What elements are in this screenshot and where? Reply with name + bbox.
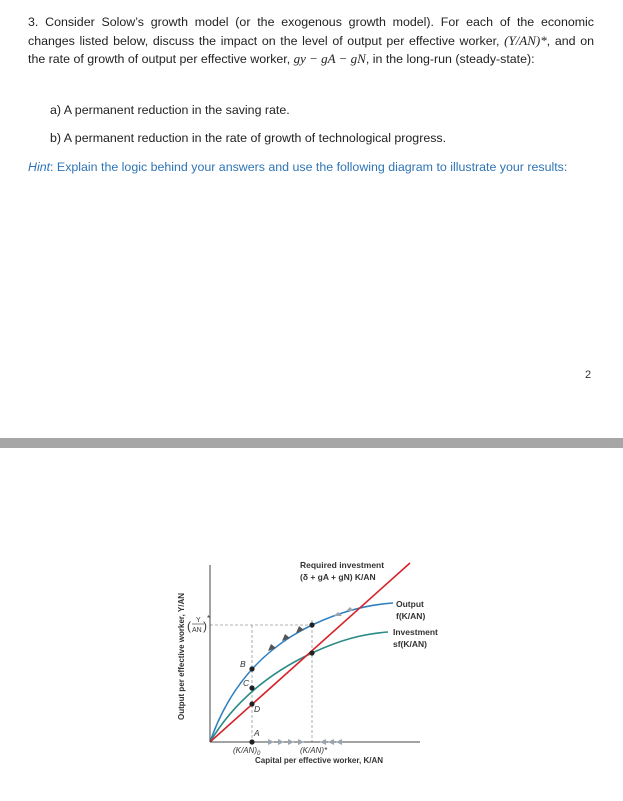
point-a-label: A (254, 728, 260, 738)
required-investment-label: Required investment (δ + gA + gN) K/AN (300, 560, 385, 582)
question-3 (28, 14, 594, 69)
kstar-label: (K/AN)* (300, 746, 328, 755)
document-page-next (0, 448, 623, 796)
arrow-axis-3 (288, 739, 294, 745)
y-star-paren-right: ) (203, 619, 207, 633)
question-intro: 3. Consider Solow’s growth model (or the exogenous growth model). For each of the economic changes listed below, discuss the impact on the level of output per effective worker, (28, 15, 594, 48)
x-axis-label: Capital per effective worker, K/AN (255, 756, 384, 765)
y-star-numerator: Y (196, 617, 201, 624)
y-axis-label: Output per effective worker, Y/AN (177, 593, 186, 720)
solow-diagram (0, 448, 623, 796)
page-separator (0, 438, 623, 448)
point-b-label: B (240, 659, 246, 669)
arrow-axis-1 (268, 739, 274, 745)
point-d-label: D (254, 704, 261, 714)
question-tail: , in the long-run (steady-state): (365, 52, 535, 66)
math-growth-rate: gy − gA − gN (293, 51, 366, 66)
output-curve (210, 603, 393, 742)
y-star-superscript: * (207, 614, 211, 623)
y-star-denominator: AN (192, 627, 202, 634)
question-parts (50, 101, 446, 157)
hint-paragraph (28, 158, 594, 176)
arrow-axis-5 (320, 739, 326, 745)
investment-curve (210, 632, 388, 742)
steady-state-investment-marker (309, 650, 314, 655)
math-output-per-effective-worker: (Y/AN)* (504, 32, 547, 48)
point-c-marker (249, 685, 254, 690)
output-label: Output f(K/AN) (396, 599, 426, 621)
investment-label: Investment sf(K/AN) (393, 627, 438, 649)
question-mid: , and on the rate of growth of output per effective worker, (28, 33, 594, 66)
part-a: a) A permanent reduction in the saving rate. (50, 103, 290, 117)
hint-label: Hint (28, 160, 51, 174)
page-number: 2 (585, 369, 592, 381)
arrow-axis-4 (298, 739, 304, 745)
point-c-label: C (243, 678, 250, 688)
point-a-marker (249, 739, 254, 744)
part-b: b) A permanent reduction in the rate of growth of technological progress. (50, 131, 447, 145)
k0-label: $(K/AN)_0$ (233, 746, 261, 757)
arrow-axis-2 (278, 739, 284, 745)
point-b-marker (249, 666, 254, 671)
arrow-axis-6 (328, 739, 334, 745)
hint-text: : Explain the logic behind your answers and use the following diagram to illustrate your results: (50, 160, 568, 174)
arrow-output-5 (346, 607, 354, 611)
y-star-paren-left: ( (187, 619, 191, 633)
arrow-axis-7 (336, 739, 342, 745)
steady-state-output-marker (309, 622, 314, 627)
